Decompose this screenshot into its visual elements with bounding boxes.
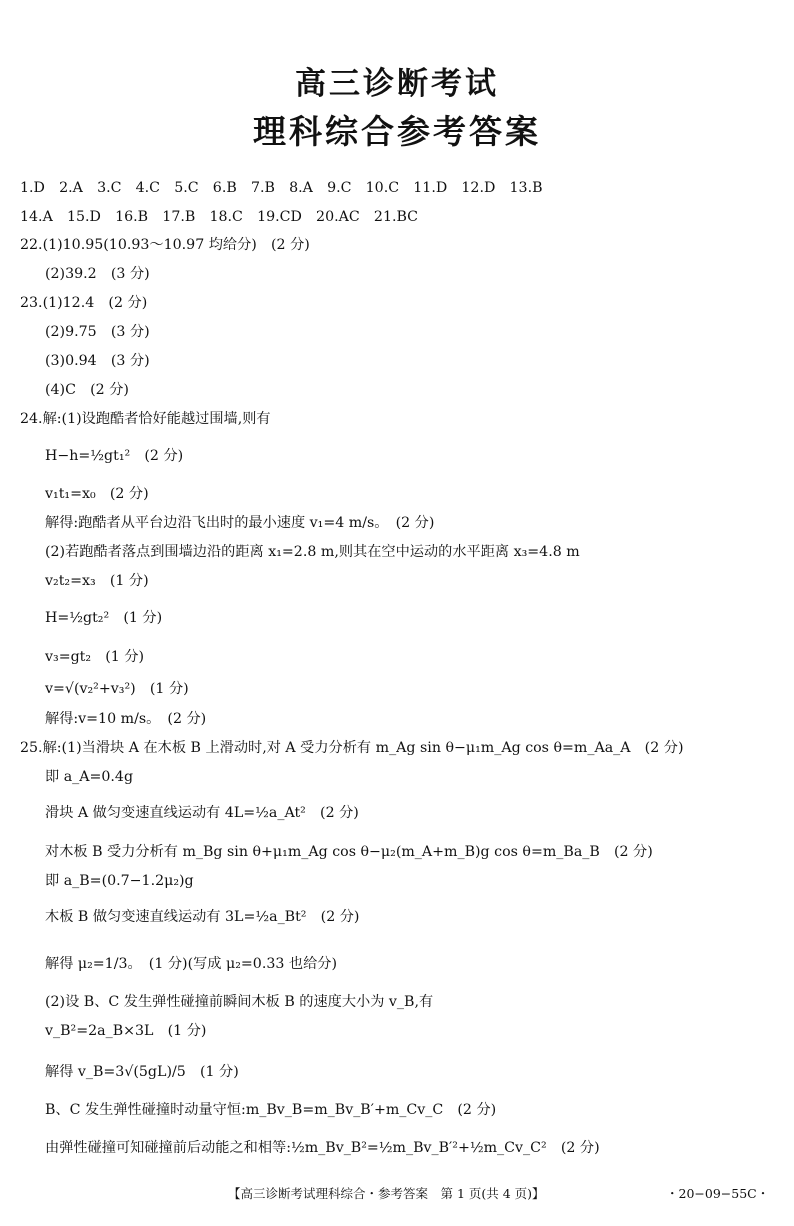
answer-line: v₃=gt₂ (1 分) [45, 649, 145, 665]
answer-line: 即 a_A=0.4g [45, 769, 134, 785]
answer-line: (2)9.75 (3 分) [45, 324, 150, 340]
answer-line: 解得 v_B=3√(5gL)/5 (1 分) [45, 1064, 239, 1080]
answer-line: 22.(1)10.95(10.93～10.97 均给分) (2 分) [20, 237, 310, 253]
answer-line: (2)若跑酷者落点到围墙边沿的距离 x₁=2.8 m,则其在空中运动的水平距离 x₃=4.8 m [45, 544, 580, 560]
page-title: 高三诊断考试 [295, 66, 499, 102]
answer-line: 对木板 B 受力分析有 m_Bg sin θ+μ₁m_Ag cos θ−μ₂(m_A+m_B)g cos θ=m_Ba_B (2 分) [45, 844, 653, 860]
answer-line: (2)设 B、C 发生弹性碰撞前瞬间木板 B 的速度大小为 v_B,有 [45, 994, 434, 1010]
answer-line: 解得 μ₂=1/3。 (1 分)(写成 μ₂=0.33 也给分) [45, 956, 337, 972]
answer-line: v₁t₁=x₀ (2 分) [45, 486, 149, 502]
answer-line: (3)0.94 (3 分) [45, 353, 150, 369]
answer-line: 25.解:(1)当滑块 A 在木板 B 上滑动时,对 A 受力分析有 m_Ag sin θ−μ₁m_Ag cos θ=m_Aa_A (2 分) [20, 740, 684, 756]
answer-line: v=√(v₂²+v₃²) (1 分) [45, 681, 189, 697]
footer-page-info: 【高三诊断考试理科综合・参考答案 第 1 页(共 4 页)】 [228, 1186, 545, 1201]
page-subtitle: 理科综合参考答案 [253, 112, 541, 151]
answer-line: H−h=½gt₁² (2 分) [45, 448, 184, 464]
answer-line: v₂t₂=x₃ (1 分) [45, 573, 149, 589]
answer-line: (4)C (2 分) [45, 382, 129, 398]
answer-line: B、C 发生弹性碰撞时动量守恒:m_Bv_B=m_Bv_B′+m_Cv_C (2 分) [45, 1102, 497, 1118]
answer-line: 解得:v=10 m/s。 (2 分) [45, 711, 207, 727]
answer-line: 1.D 2.A 3.C 4.C 5.C 6.B 7.B 8.A 9.C 10.C 11.D 12.D 13.B [20, 180, 543, 196]
answer-line: H=½gt₂² (1 分) [45, 610, 163, 626]
answer-line: 木板 B 做匀变速直线运动有 3L=½a_Bt² (2 分) [45, 909, 360, 925]
answer-line: 由弹性碰撞可知碰撞前后动能之和相等:½m_Bv_B²=½m_Bv_B′²+½m_Cv_C² (2 分) [45, 1140, 600, 1156]
answer-line: 23.(1)12.4 (2 分) [20, 295, 148, 311]
answer-line: 解得:跑酷者从平台边沿飞出时的最小速度 v₁=4 m/s。 (2 分) [45, 515, 435, 531]
answer-line: 14.A 15.D 16.B 17.B 18.C 19.CD 20.AC 21.BC [20, 209, 419, 225]
answer-line: 滑块 A 做匀变速直线运动有 4L=½a_At² (2 分) [45, 805, 359, 821]
answer-line: (2)39.2 (3 分) [45, 266, 150, 282]
answer-line: 即 a_B=(0.7−1.2μ₂)g [45, 873, 194, 889]
answer-line: 24.解:(1)设跑酷者恰好能越过围墙,则有 [20, 411, 271, 427]
answer-line: v_B²=2a_B×3L (1 分) [45, 1023, 207, 1039]
footer-code: ・20−09−55C・ [666, 1186, 770, 1201]
